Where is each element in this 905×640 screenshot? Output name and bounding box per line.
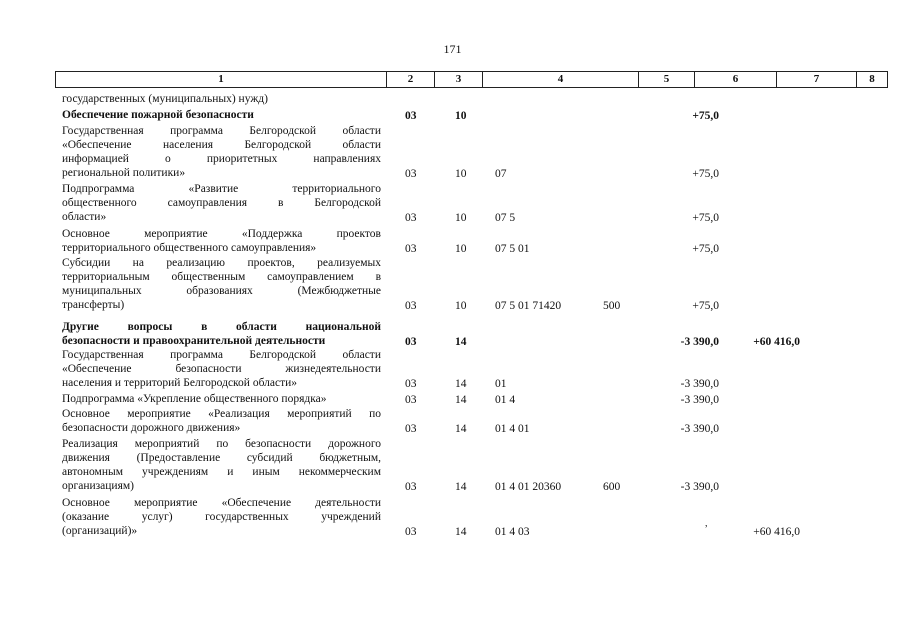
description-line: Обеспечение пожарной безопасности	[62, 109, 254, 121]
cell-col-4: 01 4	[495, 394, 516, 406]
description-line: области»	[62, 211, 107, 223]
cell-col-2: 03	[405, 423, 417, 435]
cell-col-3: 10	[455, 168, 467, 180]
cell-col-4: 07 5	[495, 212, 516, 224]
description-line: Государственная программа Белгородской области	[62, 349, 381, 361]
cell-col-6: +75,0	[692, 243, 719, 255]
description-line: Государственная программа Белгородской области	[62, 125, 381, 137]
cell-col-2: 03	[405, 378, 417, 390]
cell-col-6: -3 390,0	[680, 394, 719, 406]
stray-mark: ,	[705, 518, 708, 529]
table-row	[0, 392, 905, 406]
table-row	[0, 108, 905, 122]
cell-col-2: 03	[405, 481, 417, 493]
cell-col-4: 01 4 01	[495, 423, 530, 435]
table-row	[0, 348, 905, 390]
cell-col-4: 07 5 01 71420	[495, 300, 562, 312]
cell-col-4: 07	[495, 168, 507, 180]
row-description	[62, 92, 381, 106]
cell-col-3: 14	[455, 423, 467, 435]
description-line: Основное мероприятие «Поддержка проектов	[62, 228, 381, 240]
cell-col-2: 03	[405, 300, 417, 312]
table-row	[0, 182, 905, 224]
cell-col-3: 14	[455, 481, 467, 493]
cell-col-2: 03	[405, 394, 417, 406]
table-row	[0, 496, 905, 538]
description-line: трансферты)	[62, 299, 125, 311]
header-col-4: 4	[482, 72, 638, 87]
description-line: Другие вопросы в области национальной	[62, 321, 381, 333]
cell-col-4: 01	[495, 378, 507, 390]
table-row	[0, 320, 905, 348]
description-line: региональной политики»	[62, 167, 186, 179]
header-col-8: 8	[856, 72, 887, 87]
description-line: государственных (муниципальных) нужд)	[62, 93, 268, 105]
cell-col-5: 500	[603, 300, 621, 312]
cell-col-3: 10	[455, 243, 467, 255]
cell-col-3: 10	[455, 300, 467, 312]
description-line: информацией о приоритетных направлениях	[62, 153, 381, 165]
cell-col-2: 03	[405, 336, 417, 348]
cell-col-6: +75,0	[692, 300, 719, 312]
cell-col-4: 01 4 03	[495, 526, 530, 538]
description-line: муниципальных образованиях (Межбюджетные	[62, 285, 381, 297]
cell-col-3: 14	[455, 378, 467, 390]
cell-col-4: 07 5 01	[495, 243, 530, 255]
cell-col-3: 14	[455, 336, 467, 348]
description-line: Подпрограмма «Укрепление общественного порядка»	[62, 393, 327, 405]
table-row	[0, 227, 905, 255]
cell-col-6: +75,0	[692, 168, 719, 180]
page-number: 171	[443, 42, 462, 56]
header-col-5: 5	[638, 72, 694, 87]
description-line: (оказание услуг) государственных учреждений	[62, 511, 381, 523]
cell-col-3: 14	[455, 526, 467, 538]
header-col-2: 2	[386, 72, 434, 87]
description-line: Подпрограмма «Развитие территориального	[62, 183, 381, 195]
description-line: Субсидии на реализацию проектов, реализуемых	[62, 257, 381, 269]
cell-col-6: -3 390,0	[680, 423, 719, 435]
table-row	[0, 256, 905, 312]
cell-col-7: +60 416,0	[753, 336, 800, 348]
table-row	[0, 92, 905, 106]
cell-col-6: -3 390,0	[680, 378, 719, 390]
table-row	[0, 437, 905, 493]
description-line: организациям)	[62, 480, 134, 492]
description-line: движения (Предоставление субсидий бюджетным,	[62, 452, 381, 464]
table-row	[0, 124, 905, 180]
description-line: Основное мероприятие «Обеспечение деятельности	[62, 497, 381, 509]
description-line: безопасности дорожного движения»	[62, 422, 241, 434]
cell-col-2: 03	[405, 526, 417, 538]
header-col-6: 6	[694, 72, 776, 87]
description-line: (организаций)»	[62, 525, 138, 537]
cell-col-6: -3 390,0	[680, 336, 719, 348]
cell-col-4: 01 4 01 20360	[495, 481, 562, 493]
description-line: «Обеспечение населения Белгородской области	[62, 139, 381, 151]
header-col-7: 7	[776, 72, 856, 87]
cell-col-5: 600	[603, 481, 621, 493]
description-line: безопасности и правоохранительной деятельности	[62, 335, 326, 347]
cell-col-3: 10	[455, 212, 467, 224]
cell-col-2: 03	[405, 212, 417, 224]
header-col-1: 1	[218, 73, 224, 85]
description-line: «Обеспечение безопасности жизнедеятельности	[62, 363, 381, 375]
cell-col-6: +75,0	[692, 110, 719, 122]
cell-col-6: +75,0	[692, 212, 719, 224]
description-line: территориального общественного самоуправления»	[62, 242, 317, 254]
cell-col-3: 14	[455, 394, 467, 406]
table-row	[0, 407, 905, 435]
description-line: автономным учреждениям и иным некоммерческим	[62, 466, 381, 478]
cell-col-2: 03	[405, 243, 417, 255]
header-col-3: 3	[434, 72, 482, 87]
description-line: населения и территорий Белгородской области»	[62, 377, 298, 389]
description-line: Основное мероприятие «Реализация мероприятий по	[62, 408, 381, 420]
cell-col-7: +60 416,0	[753, 526, 800, 538]
cell-col-2: 03	[405, 110, 417, 122]
description-line: территориальным общественным самоуправлением в	[62, 271, 381, 283]
cell-col-3: 10	[455, 110, 467, 122]
description-line: Реализация мероприятий по безопасности дорожного	[62, 438, 381, 450]
cell-col-6: -3 390,0	[680, 481, 719, 493]
cell-col-2: 03	[405, 168, 417, 180]
description-line: общественного самоуправления в Белгородской	[62, 197, 381, 209]
